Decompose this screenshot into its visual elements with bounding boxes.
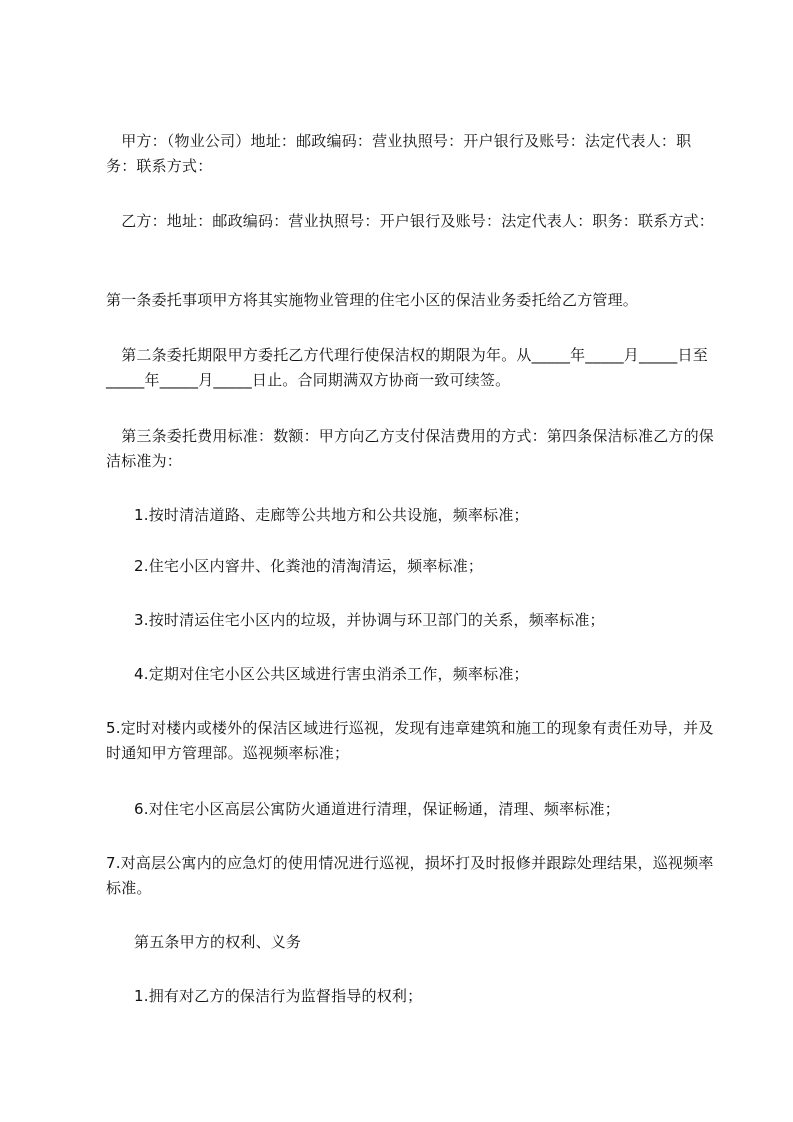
article-2-paragraph: 第二条委托期限甲方委托乙方代理行使保洁权的期限为年。从_____年_____月_____日至_____年_____月_____日止。合同期满双方协商一致可续签。 bbox=[106, 346, 708, 389]
list-item: 1.按时清洁道路、走廊等公共地方和公共设施，频率标准； bbox=[134, 506, 529, 524]
list-item: 3.按时清运住宅小区内的垃圾，并协调与环卫部门的关系，频率标准； bbox=[134, 611, 605, 629]
party-a-paragraph: 甲方：（物业公司）地址：邮政编码：营业执照号：开户银行及账号：法定代表人：职务：联系方式： bbox=[106, 132, 692, 175]
article-1-paragraph: 第一条委托事项甲方将其实施物业管理的住宅小区的保洁业务委托给乙方管理。 bbox=[106, 291, 639, 309]
list-item: 5.定时对楼内或楼外的保洁区域进行巡视，发现有违章建筑和施工的现象有责任劝导，并及时通知甲方管理部。巡视频率标准； bbox=[106, 719, 714, 762]
party-b-paragraph: 乙方：地址：邮政编码：营业执照号：开户银行及账号：法定代表人：职务：联系方式： bbox=[106, 212, 715, 230]
list-item: 6.对住宅小区高层公寓防火通道进行清理，保证畅通，清理、频率标准； bbox=[134, 800, 620, 818]
list-item: 4.定期对住宅小区公共区域进行害虫消杀工作，频率标准； bbox=[134, 665, 529, 683]
list-item: 1.拥有对乙方的保洁行为监督指导的权利； bbox=[134, 987, 423, 1005]
list-item: 7.对高层公寓内的应急灯的使用情况进行巡视，损坏打及时报修并跟踪处理结果，巡视频率标准。 bbox=[106, 854, 714, 897]
article-3-paragraph: 第三条委托费用标准：数额：甲方向乙方支付保洁费用的方式：第四条保洁标准乙方的保洁标准为： bbox=[106, 427, 715, 470]
article-5-heading: 第五条甲方的权利、义务 bbox=[134, 933, 302, 951]
list-item: 2.住宅小区内窨井、化粪池的清淘清运，频率标准； bbox=[134, 557, 484, 575]
